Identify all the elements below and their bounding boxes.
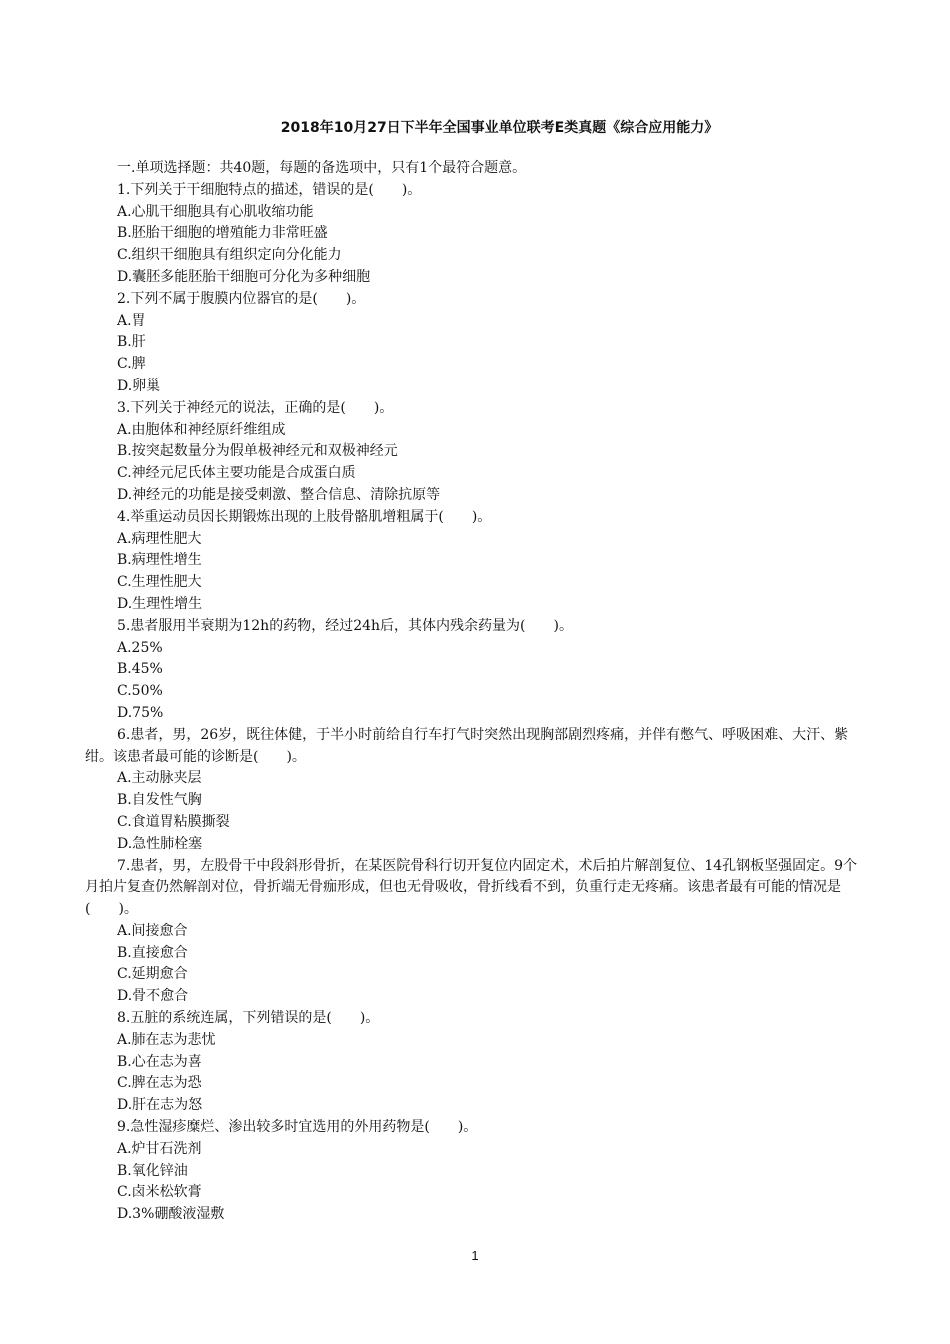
option-a: A.心肌干细胞具有心肌收缩功能 — [117, 203, 314, 220]
question-7 — [85, 856, 870, 1009]
option-c: C.神经元尼氏体主要功能是合成蛋白质 — [117, 465, 356, 482]
question-stem: 1.下列关于干细胞特点的描述，错误的是( )。 — [117, 181, 422, 198]
option-d: D.囊胚多能胚胎干细胞可分化为多种细胞 — [117, 268, 371, 285]
question-9 — [117, 1117, 870, 1226]
option-d: D.骨不愈合 — [117, 988, 189, 1005]
option-a: A.胃 — [117, 312, 146, 329]
question-stem: 3.下列关于神经元的说法，正确的是( )。 — [117, 399, 394, 416]
option-c: C.生理性肥大 — [117, 574, 202, 591]
question-1 — [117, 180, 870, 289]
question-stem: 9.急性湿疹糜烂、渗出较多时宜选用的外用药物是( )。 — [117, 1119, 478, 1136]
option-d: D.急性肺栓塞 — [117, 835, 203, 852]
question-stem: 4.举重运动员因长期锻炼出现的上肢骨骼肌增粗属于( )。 — [117, 508, 492, 525]
option-b: B.自发性气胸 — [117, 792, 202, 809]
question-4 — [117, 507, 870, 616]
option-d: D.神经元的功能是接受刺激、整合信息、清除抗原等 — [117, 486, 441, 503]
option-b: B.直接愈合 — [117, 944, 188, 961]
option-c: C.食道胃粘膜撕裂 — [117, 813, 230, 830]
option-d: D.肝在志为怒 — [117, 1097, 203, 1114]
option-a: A.由胞体和神经原纤维组成 — [117, 421, 286, 438]
option-d: D.卵巢 — [117, 377, 161, 394]
option-b: B.心在志为喜 — [117, 1053, 202, 1070]
option-c: C.50% — [117, 683, 163, 700]
option-c: C.延期愈合 — [117, 966, 188, 983]
option-c: C.卤米松软膏 — [117, 1184, 202, 1201]
option-c: C.组织干细胞具有组织定向分化能力 — [117, 247, 342, 264]
question-stem: 6.患者，男，26岁，既往体健，于半小时前给自行车打气时突然出现胸部剧烈疼痛，并伴有憋气、呼吸困难、大汗、紫绀。该患者最可能的诊断是( )。 — [85, 726, 849, 765]
option-b: B.45% — [117, 661, 163, 678]
option-a: A.间接愈合 — [117, 922, 188, 939]
option-d: D.3%硼酸液湿敷 — [117, 1206, 225, 1223]
option-c: C.脾 — [117, 356, 146, 373]
option-c: C.脾在志为恐 — [117, 1075, 202, 1092]
option-b: B.氧化锌油 — [117, 1162, 188, 1179]
option-b: B.胚胎干细胞的增殖能力非常旺盛 — [117, 225, 328, 242]
option-d: D.75% — [117, 704, 164, 721]
question-6 — [85, 725, 870, 856]
option-a: A.肺在志为悲忧 — [117, 1031, 216, 1048]
question-3 — [117, 398, 870, 507]
question-stem: 7.患者，男，左股骨干中段斜形骨折，在某医院骨科行切开复位内固定术，术后拍片解剖复位、14孔钢板坚强固定。9个月拍片复查仍然解剖对位，骨折端无骨痂形成，但也无骨吸收，骨折线看不到，负重行走无疼痛。该患者最有可能的情况是( )。 — [85, 857, 858, 918]
option-b: B.按突起数量分为假单极神经元和双极神经元 — [117, 443, 398, 460]
option-a: A.病理性肥大 — [117, 530, 202, 547]
option-b: B.病理性增生 — [117, 552, 202, 569]
question-stem: 5.患者服用半衰期为12h的药物，经过24h后，其体内残余药量为( )。 — [117, 617, 573, 634]
page-number: 1 — [471, 1248, 479, 1263]
document-title: 2018年10月27日下半年全国事业单位联考E类真题《综合应用能力》 — [280, 120, 719, 136]
section-heading: 一.单项选择题：共40题，每题的备选项中，只有1个最符合题意。 — [117, 160, 527, 176]
option-a: A.25% — [117, 639, 163, 656]
question-8 — [117, 1008, 870, 1117]
option-d: D.生理性增生 — [117, 595, 203, 612]
question-2 — [117, 289, 870, 398]
question-stem: 2.下列不属于腹膜内位器官的是( )。 — [117, 290, 366, 307]
option-b: B.肝 — [117, 334, 146, 351]
question-5 — [117, 616, 870, 725]
option-a: A.主动脉夹层 — [117, 770, 202, 787]
option-a: A.炉甘石洗剂 — [117, 1140, 202, 1157]
question-stem: 8.五脏的系统连属，下列错误的是( )。 — [117, 1010, 380, 1027]
